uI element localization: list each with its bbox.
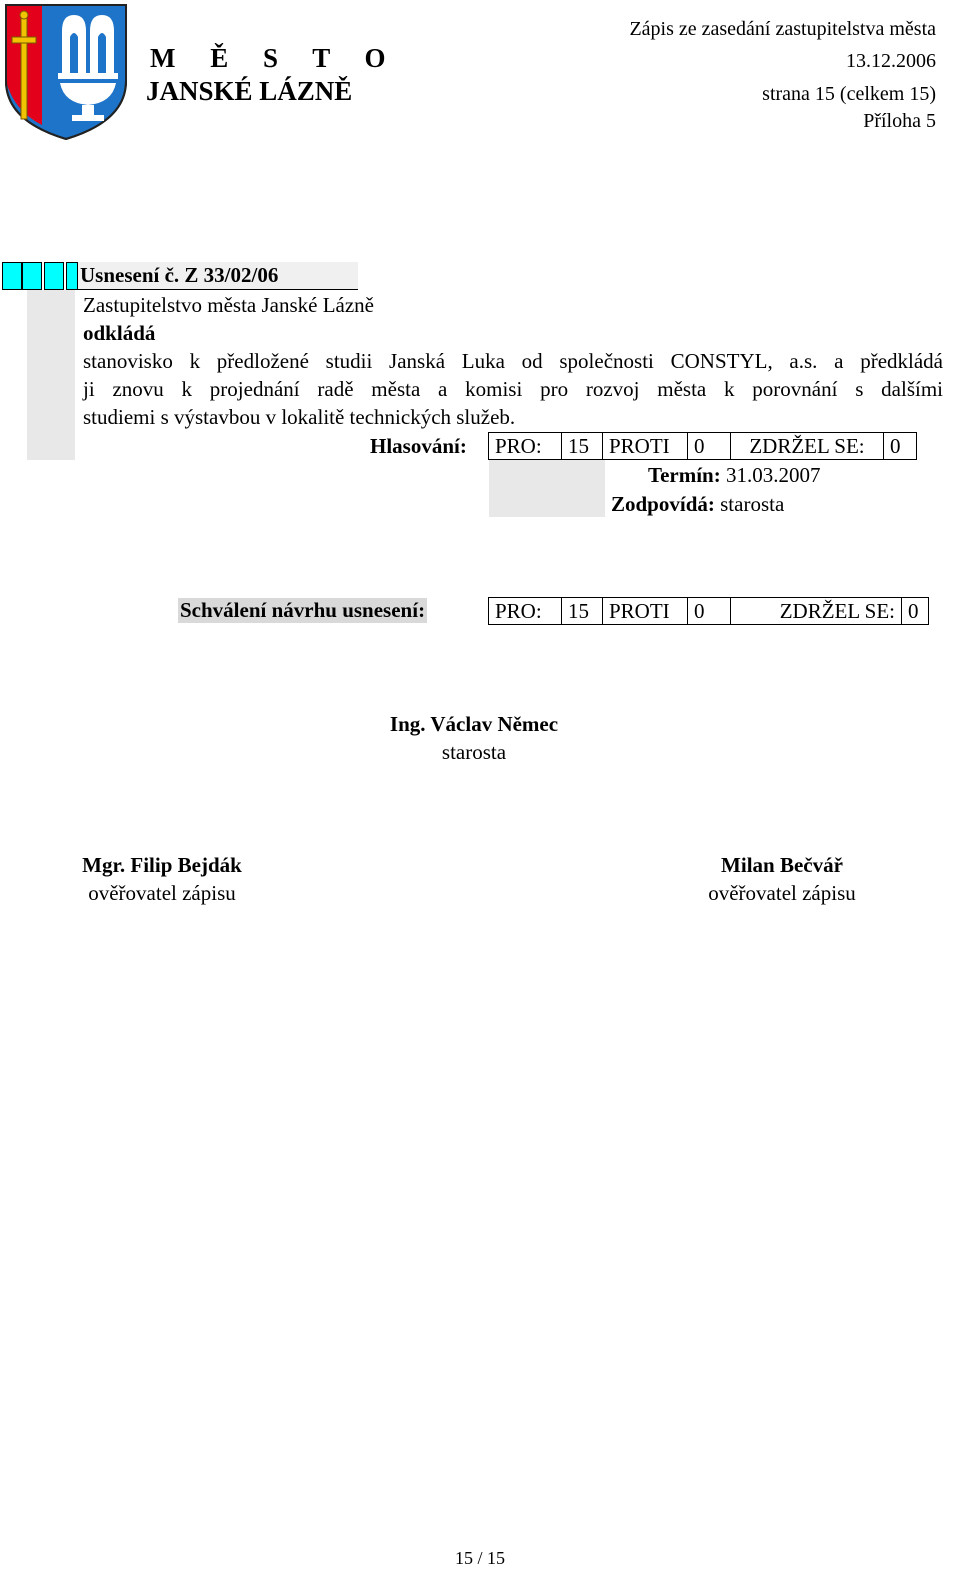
responsible-value: starosta [720,492,785,516]
vote-abstain-value: 0 [884,433,917,460]
resolution-verb: odkládá [83,321,156,345]
vote-proti-value: 0 [688,433,731,460]
vote-proti-label: PROTI [603,433,688,460]
approval-proti-label: PROTI [603,598,688,625]
town-name-line1: M Ě S T O [150,43,400,73]
town-name-line2: JANSKÉ LÁZNĚ [146,76,353,106]
voting-table [488,432,917,460]
vote-abstain-label: ZDRŽEL SE: [731,433,884,460]
deadline-row [648,463,820,488]
mayor-role: starosta [441,740,507,764]
approval-abstain-label: ZDRŽEL SE: [731,598,902,625]
responsible-row [611,492,784,517]
page-info: strana 15 (celkem 15) [762,83,936,105]
deadline-value: 31.03.2007 [725,463,821,487]
mayor-name: Ing. Václav Němec [389,712,559,736]
deadline-label: Termín: [648,463,721,487]
verifier2-role: ověřovatel zápisu [708,881,856,905]
approval-abstain-value: 0 [902,598,929,625]
resolution-number: Usnesení č. Z 33/02/06 [78,262,358,290]
deadline-shading [489,460,605,517]
vote-pro-value: 15 [562,433,603,460]
verifier2-name: Milan Bečvář [721,853,843,877]
approval-pro-value: 15 [562,598,603,625]
margin-shading [27,290,75,460]
marker-cell-2 [22,262,42,290]
verifier1-role: ověřovatel zápisu [88,881,236,905]
resolution-body: Zastupitelstvo města Janské Lázně [83,293,374,317]
voting-label: Hlasování: [370,434,467,458]
approval-label: Schválení návrhu usnesení: [180,598,426,622]
town-crest-logo [4,3,128,141]
document-title: Zápis ze zasedání zastupitelstva města [629,18,936,40]
resolution-text-line-2: ji znovu k projednání radě města a komisi pro rozvoj města k porovnání s dalšími [83,377,943,401]
approval-table [488,597,929,625]
resolution-text-line-1: stanovisko k předložené studii Janská Luka od společnosti CONSTYL, a.s. a předkládá [83,349,943,373]
document-date: 13.12.2006 [846,50,936,72]
responsible-label: Zodpovídá: [611,492,715,516]
attachment-label: Příloha 5 [863,110,936,132]
resolution-text-line-3: studiemi s výstavbou v lokalitě technických služeb. [83,405,516,429]
marker-cell-4 [66,262,78,290]
vote-pro-label: PRO: [489,433,562,460]
verifier1-name: Mgr. Filip Bejdák [82,853,242,877]
approval-proti-value: 0 [688,598,731,625]
approval-pro-label: PRO: [489,598,562,625]
marker-cell-3 [44,262,64,290]
marker-cell-1 [2,262,22,290]
page-number: 15 / 15 [454,1548,505,1568]
